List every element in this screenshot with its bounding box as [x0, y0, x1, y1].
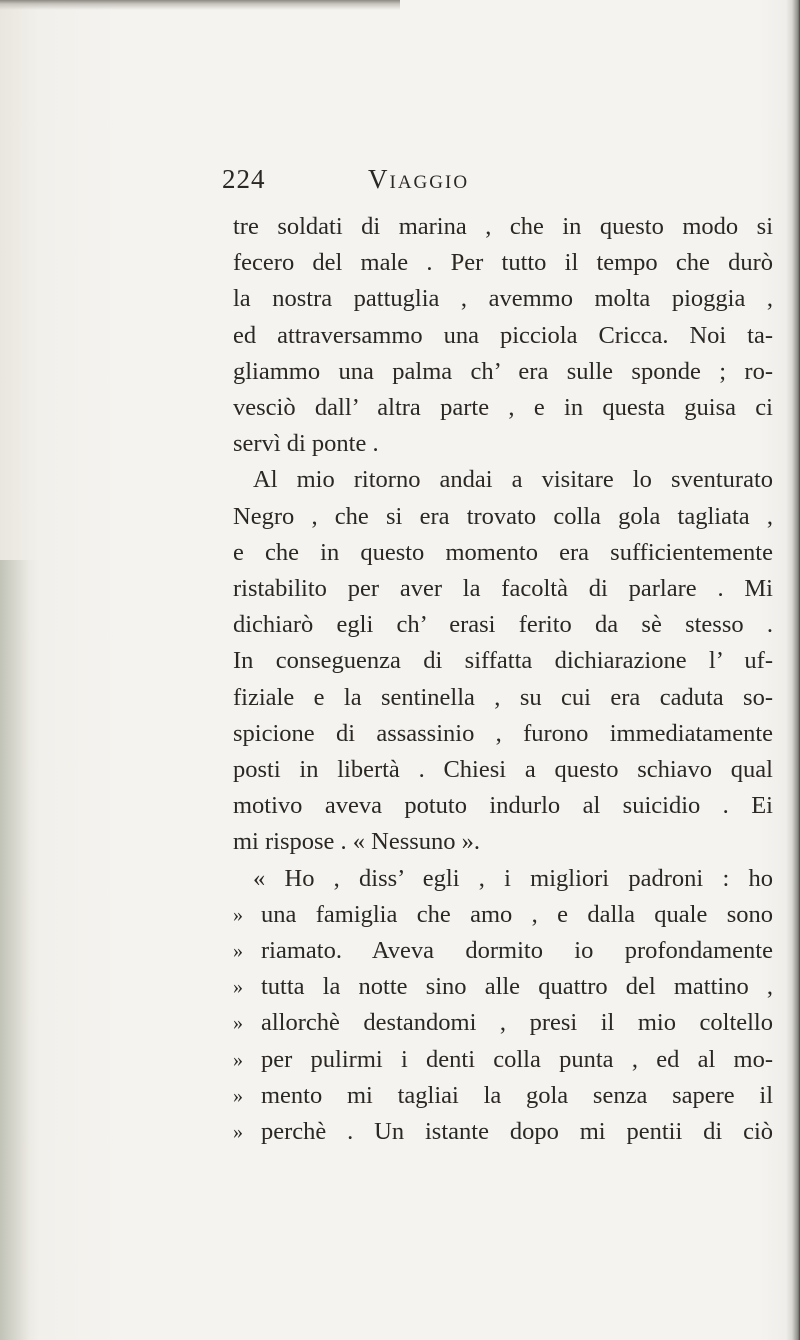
page-top-edge	[0, 0, 400, 10]
text-line	[233, 355, 773, 389]
line-text: una famiglia che amo , e dalla quale sono	[261, 900, 773, 928]
line-text: allorchè destandomi , presi il mio coltello	[261, 1009, 773, 1037]
line-text: posti in libertà . Chiesi a questo schiavo qual	[233, 756, 773, 783]
text-line	[233, 1079, 773, 1113]
line-text: Al mio ritorno andai a visitare lo sventurato	[253, 466, 773, 494]
line-text: riamato. Aveva dormito io profondamente	[261, 937, 773, 964]
text-line	[233, 644, 773, 678]
quote-mark: »	[233, 976, 242, 999]
line-text: per pulirmi i denti colla punta , ed al mo-	[261, 1045, 773, 1073]
line-text: e che in questo momento era sufficientemente	[233, 538, 773, 566]
line-text: ed attraversammo una picciola Cricca. Noi ta-	[233, 321, 773, 349]
line-text: servì di ponte .	[233, 430, 379, 458]
line-text: perchè . Un istante dopo mi pentii di ciò	[261, 1118, 773, 1145]
line-text: Negro , che si era trovato colla gola tagliata ,	[233, 502, 773, 530]
text-line	[233, 825, 773, 859]
text-line	[233, 753, 773, 787]
text-line	[233, 319, 773, 353]
text-line	[233, 862, 773, 896]
line-text: vesciò dall’ altra parte , e in questa guisa ci	[233, 394, 773, 421]
line-text: la nostra pattuglia , avemmo molta pioggia ,	[233, 285, 773, 313]
line-text: tre soldati di marina , che in questo modo si	[233, 213, 773, 240]
text-line	[233, 970, 773, 1004]
text-line	[233, 500, 773, 534]
line-text: dichiarò egli ch’ erasi ferito da sè stesso .	[233, 611, 773, 639]
line-text: ristabilito per aver la facoltà di parlare . Mi	[233, 575, 773, 602]
line-text: mento mi tagliai la gola senza sapere il	[261, 1081, 773, 1109]
line-text: motivo aveva potuto indurlo al suicidio . Ei	[233, 792, 773, 820]
text-line	[233, 608, 773, 642]
text-line	[233, 1006, 773, 1040]
text-line	[233, 572, 773, 606]
text-line	[233, 246, 773, 280]
line-text: spicione di assassinio , furono immediatamente	[233, 719, 773, 747]
line-text: tutta la notte sino alle quattro del mattino ,	[261, 973, 773, 1001]
line-text: « Ho , diss’ egli , i migliori padroni : ho	[253, 864, 773, 892]
page-header	[222, 164, 722, 204]
text-line	[233, 463, 773, 497]
page-left-stain	[0, 560, 40, 1340]
text-line	[233, 898, 773, 932]
text-line	[233, 282, 773, 316]
text-line	[233, 1043, 773, 1077]
text-line	[233, 210, 773, 244]
quote-mark: »	[233, 1121, 242, 1143]
quote-mark: »	[233, 1048, 242, 1071]
text-line	[233, 1115, 773, 1149]
quote-mark: »	[233, 1012, 242, 1035]
line-text: mi rispose . « Nessuno ».	[233, 828, 481, 856]
line-text: In conseguenza di siffatta dichiarazione l’ uf-	[233, 647, 773, 675]
text-line	[233, 427, 773, 461]
text-line	[233, 536, 773, 570]
text-line	[233, 681, 773, 715]
text-line	[233, 391, 773, 425]
text-line	[233, 789, 773, 823]
line-text: fecero del male . Per tutto il tempo che durò	[233, 249, 773, 277]
page-right-edge	[786, 0, 800, 1340]
quote-mark: »	[233, 903, 242, 926]
text-line	[233, 934, 773, 968]
quote-mark: »	[233, 940, 242, 962]
quote-mark: »	[233, 1084, 242, 1107]
line-text: fiziale e la sentinella , su cui era caduta so-	[233, 683, 773, 711]
text-line	[233, 717, 773, 751]
running-head: Viaggio	[368, 164, 470, 194]
page-number: 224	[222, 164, 266, 194]
line-text: gliammo una palma ch’ era sulle sponde ; ro-	[233, 357, 773, 385]
